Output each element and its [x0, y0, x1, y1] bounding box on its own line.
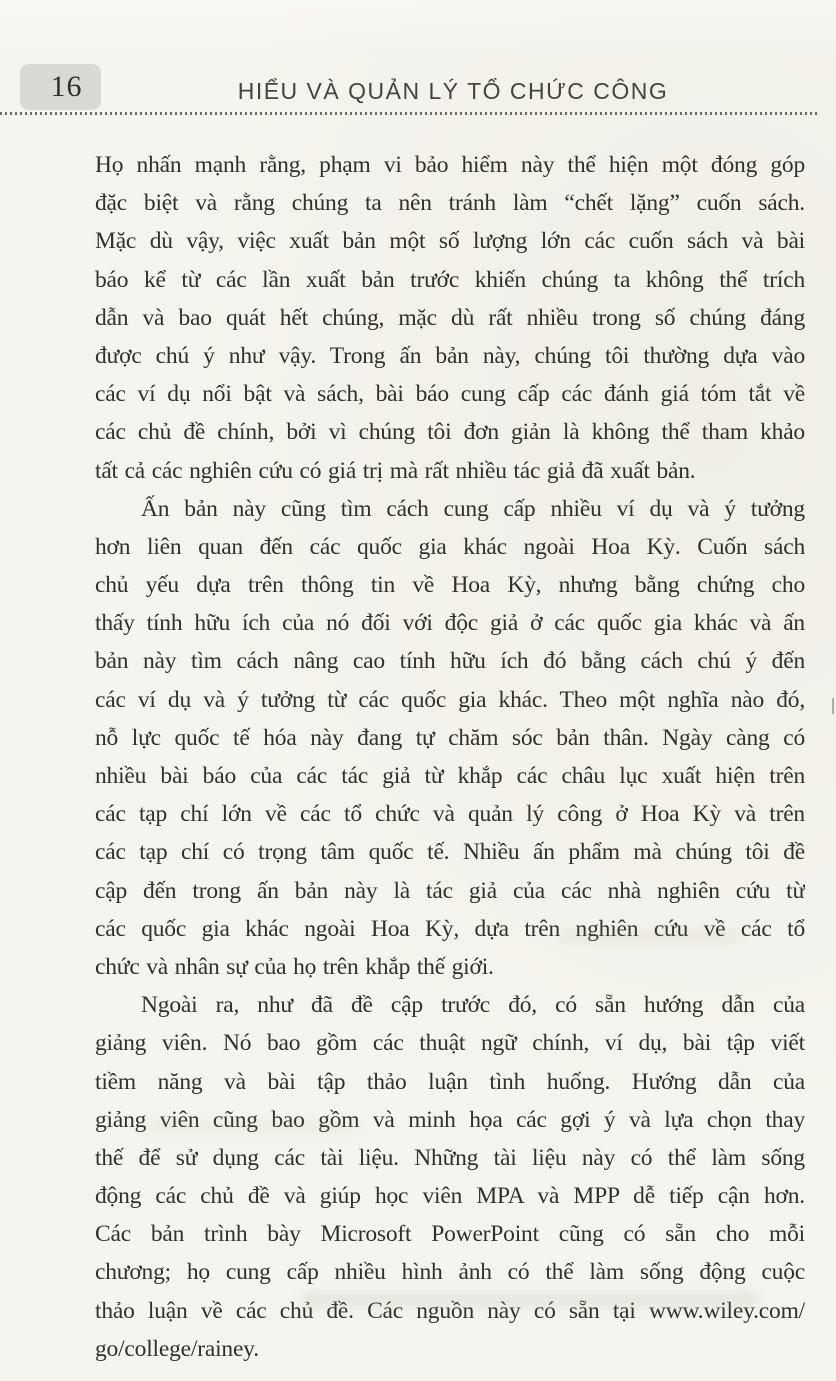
text-line: các tạp chí lớn về các tổ chức và quản lý công ở Hoa Kỳ và trên — [95, 801, 805, 828]
text-line: Ấn bản này cũng tìm cách cung cấp nhiều ví dụ và ý tưởng — [141, 495, 805, 522]
text-line: các ví dụ nổi bật và sách, bài báo cung cấp các đánh giá tóm tắt về — [95, 381, 805, 408]
dotted-rule — [0, 112, 818, 115]
text-line: Họ nhấn mạnh rằng, phạm vi bảo hiểm này thể hiện một đóng góp — [95, 152, 805, 178]
text-line: báo kể từ các lần xuất bản trước khiến chúng ta không thể trích — [95, 266, 805, 293]
text-line: tất cả các nghiên cứu có giá trị mà rất nhiều tác giả đã xuất bản. — [95, 457, 696, 484]
body-text — [95, 146, 805, 1368]
text-line: động các chủ đề và giúp học viên MPA và MPP dễ tiếp cận hơn. — [95, 1183, 805, 1210]
text-line: cập đến trong ấn bản này là tác giả của các nhà nghiên cứu từ — [95, 877, 805, 904]
text-line: thấy tính hữu ích của nó đối với độc giả ở các quốc gia khác và ấn — [95, 610, 805, 637]
text-line: tiềm năng và bài tập thảo luận tình huống. Hướng dẫn của — [95, 1068, 805, 1095]
paragraph-3 — [95, 986, 805, 1368]
text-line: nỗ lực quốc tế hóa này đang tự chăm sóc bản thân. Ngày càng có — [95, 724, 805, 751]
text-line: chương; họ cung cấp nhiều hình ảnh có thể làm sống động cuộc — [95, 1259, 805, 1286]
text-line: chức và nhân sự của họ trên khắp thế giới. — [95, 953, 494, 980]
scan-artifact — [832, 698, 834, 714]
text-line: được chú ý như vậy. Trong ấn bản này, chúng tôi thường dựa vào — [95, 342, 805, 369]
paragraph-2 — [95, 490, 805, 986]
text-line: giảng viên cũng bao gồm và minh họa các gợi ý và lựa chọn thay — [95, 1106, 805, 1133]
text-line: thế để sử dụng các tài liệu. Những tài liệu này có thể làm sống — [95, 1144, 805, 1171]
running-title: HIỂU VÀ QUẢN LÝ TỔ CHỨC CÔNG — [237, 78, 669, 104]
page-number-badge — [20, 64, 101, 110]
text-line: các quốc gia khác ngoài Hoa Kỳ, dựa trên nghiên cứu về các tổ — [95, 915, 805, 942]
text-line: các ví dụ và ý tưởng từ các quốc gia khác. Theo một nghĩa nào đó, — [95, 686, 805, 713]
text-line: go/college/rainey. — [95, 1335, 259, 1362]
text-line: chủ yếu dựa trên thông tin về Hoa Kỳ, nhưng bằng chứng cho — [95, 572, 805, 599]
paragraph-1 — [95, 146, 805, 490]
text-line: các tạp chí có trọng tâm quốc tế. Nhiều ấn phẩm mà chúng tôi đề — [95, 839, 805, 866]
text-line: các chủ đề chính, bởi vì chúng tôi đơn giản là không thể tham khảo — [95, 419, 805, 446]
text-line: Các bản trình bày Microsoft PowerPoint cũng có sẵn cho mỗi — [95, 1221, 805, 1248]
text-line: nhiều bài báo của các tác giả từ khắp các châu lục xuất hiện trên — [95, 763, 805, 789]
text-line: giảng viên. Nó bao gồm các thuật ngữ chính, ví dụ, bài tập viết — [95, 1030, 805, 1057]
text-line: thảo luận về các chủ đề. Các nguồn này có sẵn tại www.wiley.com/ — [95, 1297, 805, 1324]
text-line: Mặc dù vậy, việc xuất bản một số lượng lớn các cuốn sách và bài — [95, 228, 805, 255]
text-line: bản này tìm cách nâng cao tính hữu ích đó bằng cách chú ý đến — [95, 648, 805, 675]
text-line: đặc biệt và rằng chúng ta nên tránh làm “chết lặng” cuốn sách. — [95, 190, 805, 217]
text-line: Ngoài ra, như đã đề cập trước đó, có sẵn hướng dẫn của — [141, 992, 805, 1019]
text-line: hơn liên quan đến các quốc gia khác ngoài Hoa Kỳ. Cuốn sách — [95, 533, 805, 560]
page-number: 16 — [50, 70, 83, 103]
text-line: dẫn và bao quát hết chúng, mặc dù rất nhiều trong số chúng đáng — [95, 304, 805, 331]
